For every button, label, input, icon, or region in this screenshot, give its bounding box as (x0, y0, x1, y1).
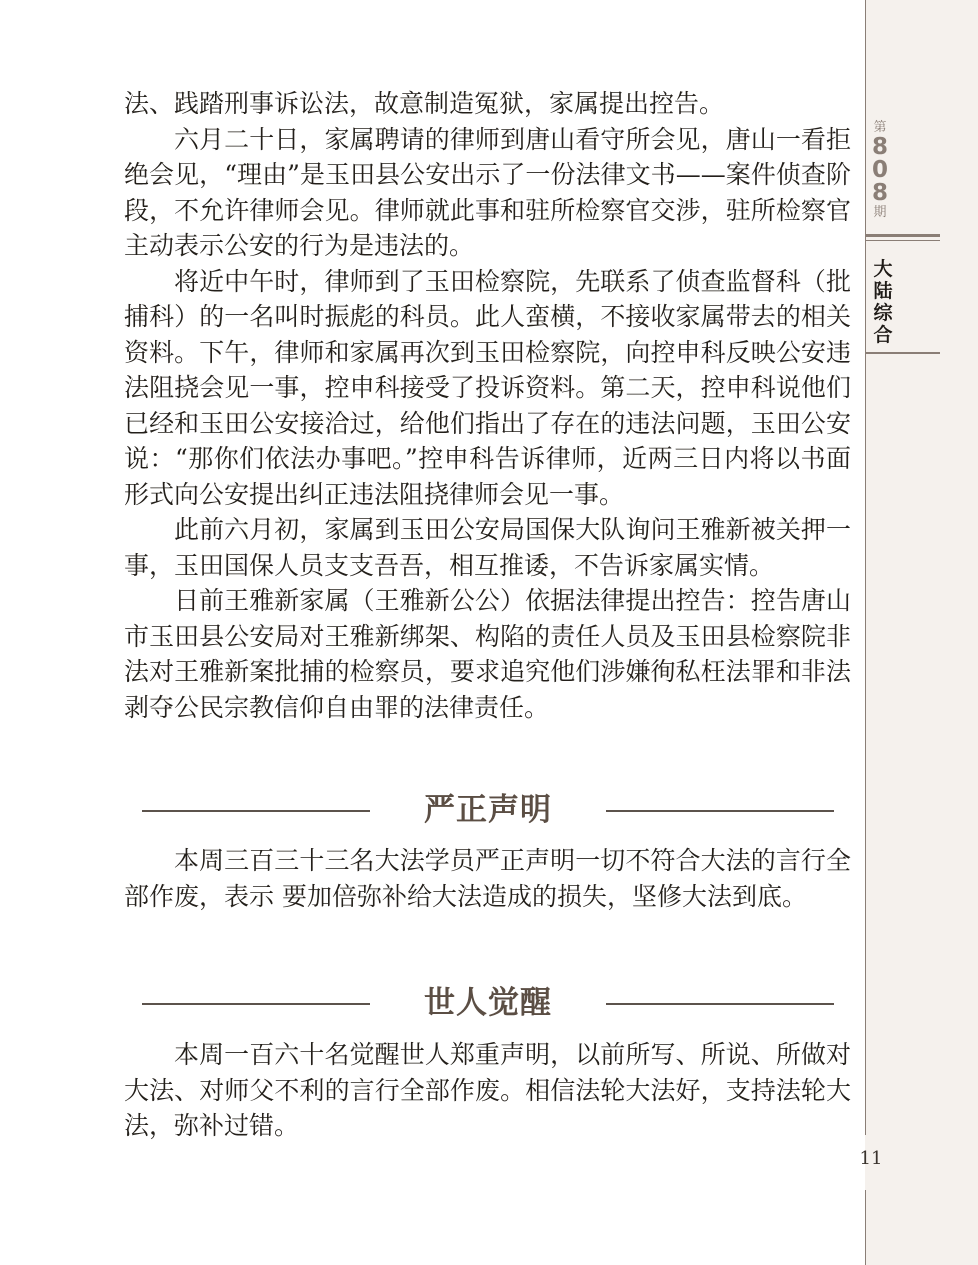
section-tag-char: 陆 (873, 280, 893, 302)
issue-suffix: 期 (873, 205, 887, 220)
issue-prefix: 第 (873, 120, 887, 135)
section-paragraph: 本周一百六十名觉醒世人郑重声明，以前所写、所说、所做对大法、对师父不利的言行全部作废。相信法轮大法好，支持法轮大法，弥补过错。 (124, 1040, 851, 1140)
article-paragraph: 六月二十日，家属聘请的律师到唐山看守所会见，唐山一看拒绝会见，“理由”是玉田县公安出示了一份法律文书——案件侦查阶段，不允许律师会见。律师就此事和驻所检察官交涉，驻所检察官主动表示公安的行为是违法的。 (124, 124, 851, 260)
section-heading-text: 世人觉醒 (424, 985, 552, 1021)
section-heading-statement (124, 788, 851, 832)
heading-rule-left (142, 810, 370, 812)
article-paragraph: 日前王雅新家属（王雅新公公）依据法律提出控告：控告唐山市玉田县公安局对王雅新绑架、构陷的责任人员及玉田县检察院非法对王雅新案批捕的检察员，要求追究他们涉嫌徇私枉法罪和非法剥夺公民宗教信仰自由罪的法律责任。 (124, 586, 851, 722)
sidebar-rule-bottom (866, 352, 940, 354)
heading-rule-right (606, 810, 834, 812)
section-paragraph: 本周三百三十三名大法学员严正声明一切不符合大法的言行全部作废，表示 要加倍弥补给大法造成的损失，坚修大法到底。 (124, 846, 851, 911)
statement-section-body (124, 843, 851, 914)
article-paragraph: 此前六月初，家属到玉田公安局国保大队询问王雅新被关押一事，玉田国保人员支支吾吾，相互推诿，不告诉家属实情。 (124, 515, 851, 580)
section-tag-char: 综 (873, 302, 893, 324)
page-number: 11 (859, 1148, 883, 1169)
issue-digit: 8 (871, 134, 888, 160)
article-paragraph: 将近中午时，律师到了玉田检察院，先联系了侦查监督科（批捕科）的一名叫时振彪的科员。此人蛮横，不接收家属带去的相关资料。下午，律师和家属再次到玉田检察院，向控申科反映公安违法阻挠会见一事，控申科接受了投诉资料。第二天，控申科说他们已经和玉田公安接洽过，给他们指出了存在的违法问题，玉田公安说：“那你们依法办事吧。”控申科告诉律师，近两三日内将以书面形式向公安提出纠正违法阻挠律师会见一事。 (124, 266, 851, 509)
awakening-section-body (124, 1037, 851, 1144)
issue-digit: 8 (871, 180, 888, 206)
issue-label (866, 120, 894, 221)
sidebar-rule-top (866, 234, 940, 241)
section-tag (866, 258, 900, 346)
section-heading-text: 严正声明 (424, 792, 552, 828)
heading-rule-right (606, 1003, 834, 1005)
heading-rule-left (142, 1003, 370, 1005)
article-paragraph: 法、践踏刑事诉讼法，故意制造冤狱，家属提出控告。 (124, 89, 725, 118)
section-tag-char: 大 (873, 258, 893, 280)
section-heading-awakening (124, 981, 851, 1025)
section-tag-char: 合 (873, 324, 893, 346)
issue-digit: 0 (871, 157, 888, 183)
article-body (124, 86, 851, 725)
sidebar-divider-bottom (865, 1190, 866, 1265)
